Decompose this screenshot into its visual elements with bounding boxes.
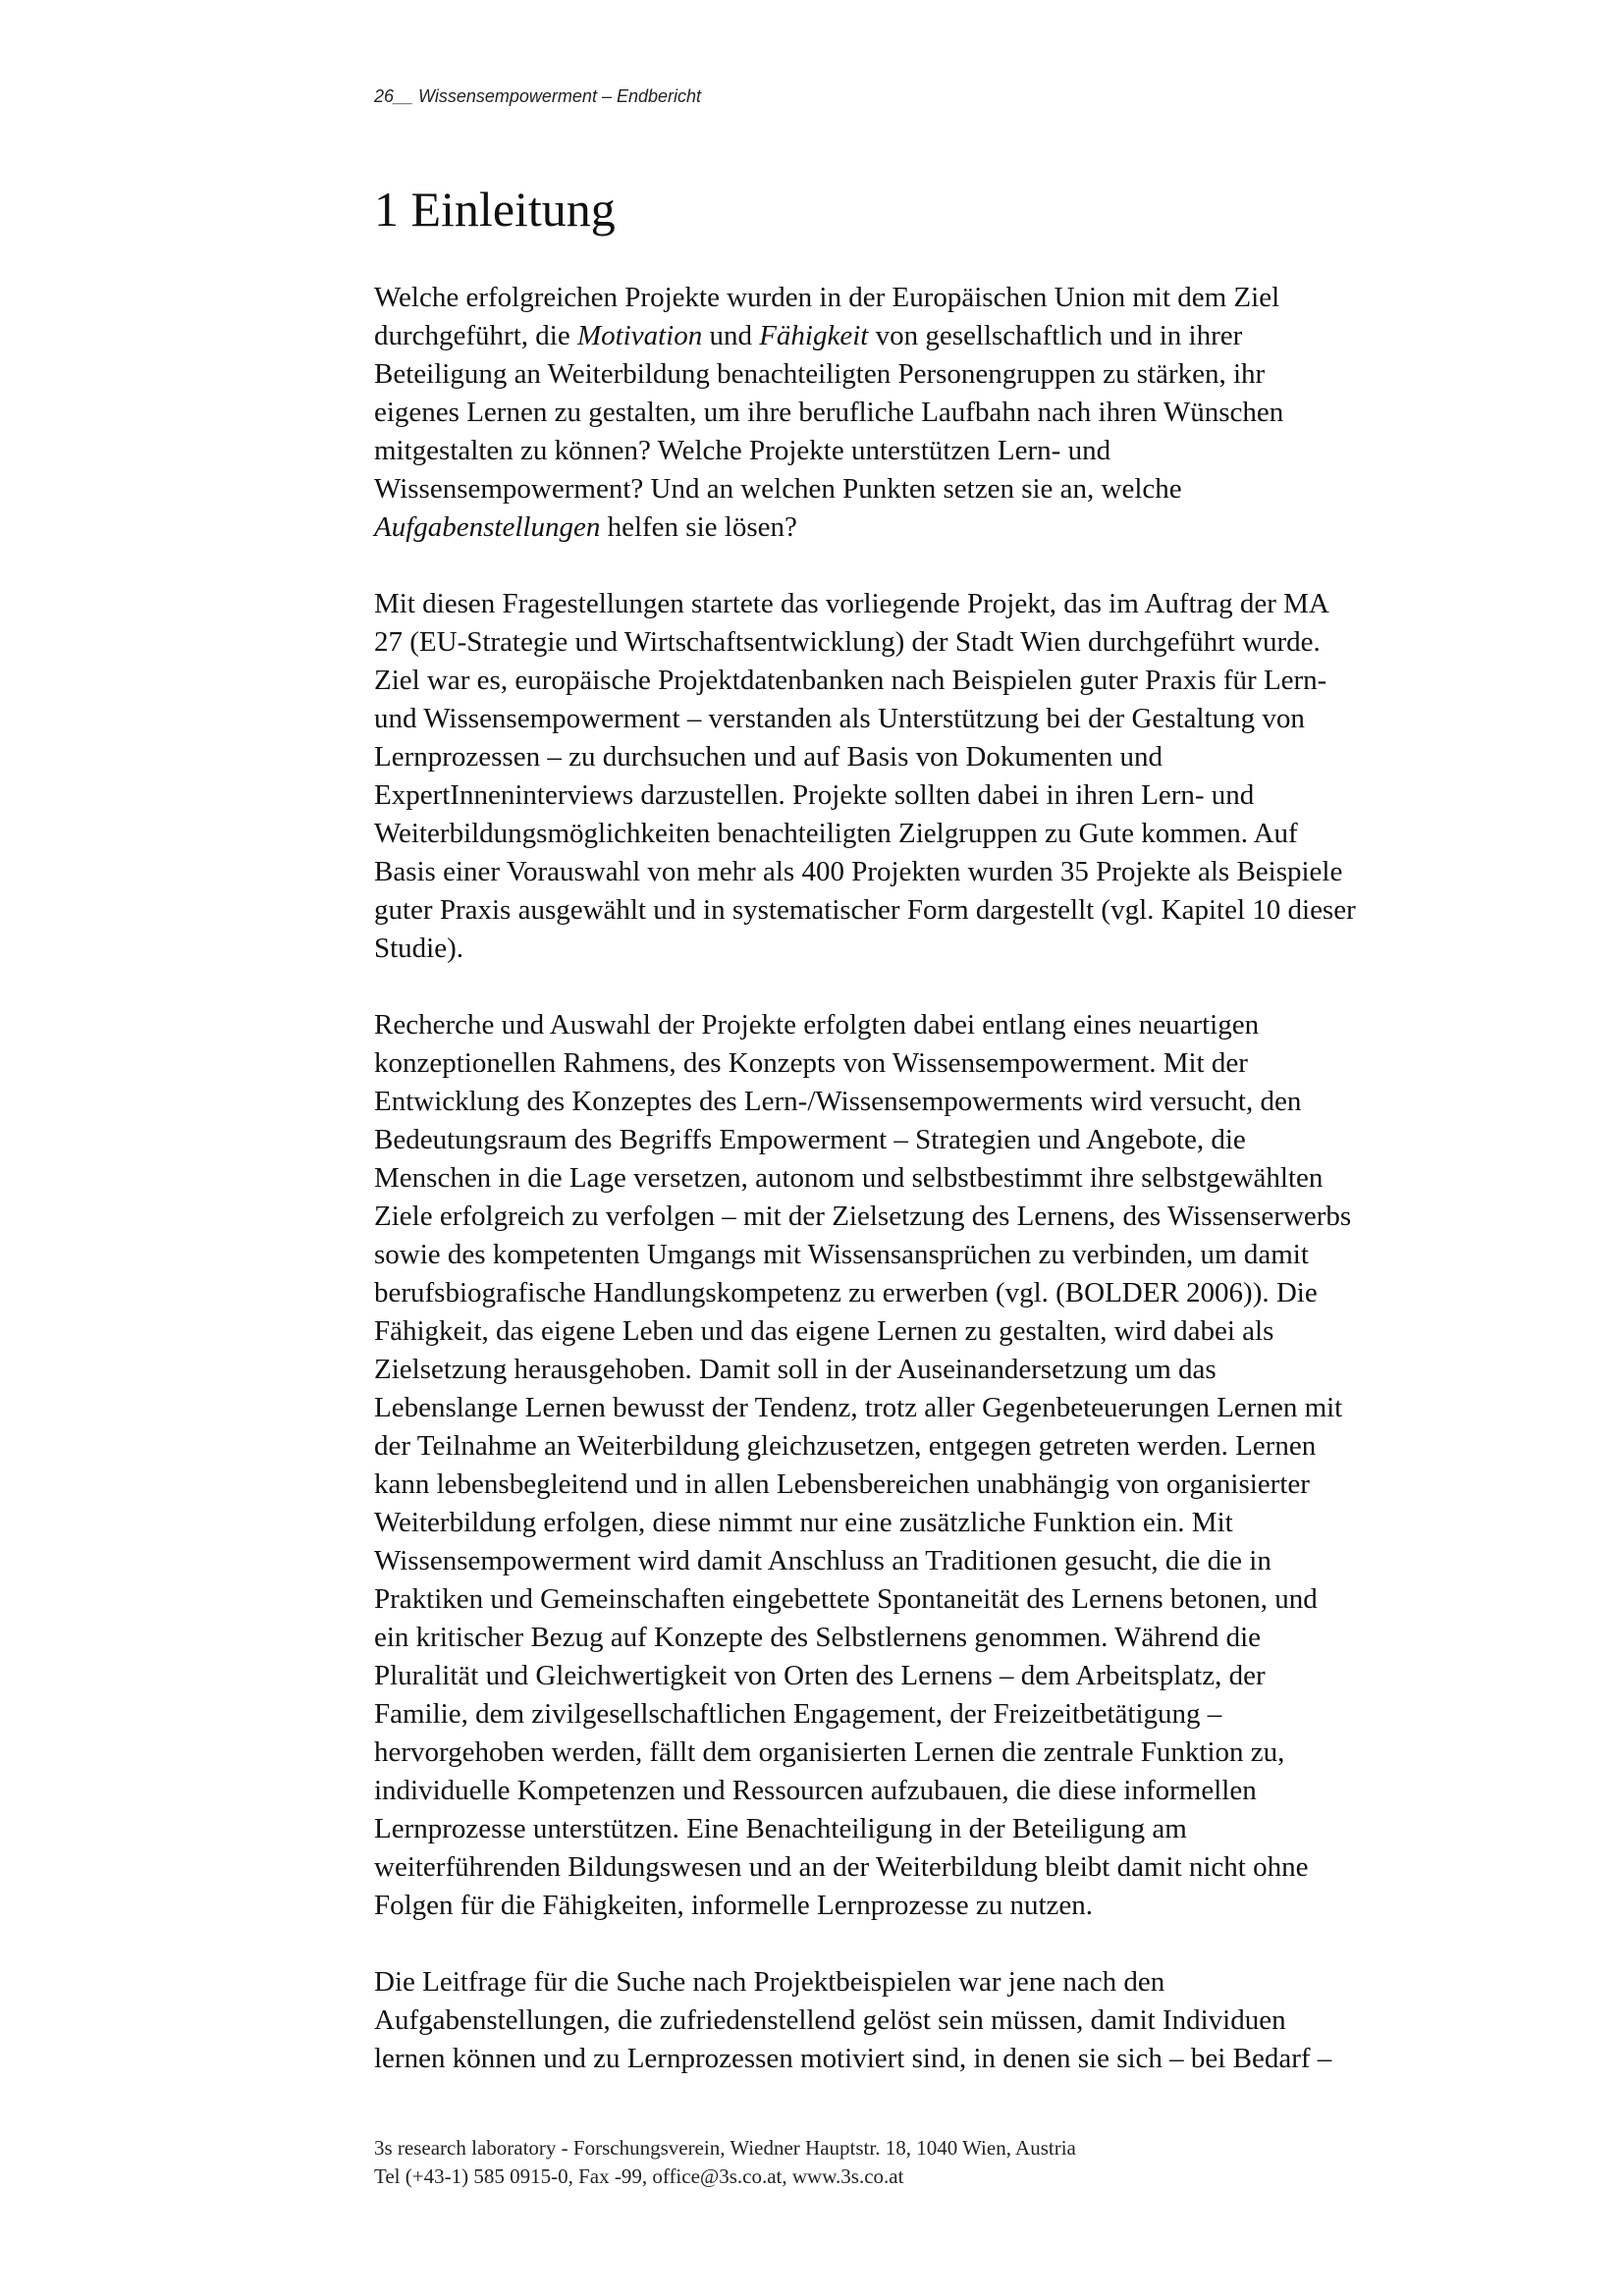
page-title: 1 Einleitung xyxy=(374,182,616,237)
text-line: individuelle Kompetenzen und Ressourcen aufzubauen, die diese informellen xyxy=(374,1775,1257,1806)
paragraph xyxy=(374,279,1493,547)
emphasis-text: Fähigkeit xyxy=(759,320,869,351)
text-line: Menschen in die Lage versetzen, autonom und selbstbestimmt ihre selbstgewählten xyxy=(374,1162,1324,1194)
paragraph xyxy=(374,1006,1493,1925)
text-segment: und xyxy=(702,320,760,351)
text-line: Entwicklung des Konzeptes des Lern-/Wissensempowerments wird versucht, den xyxy=(374,1086,1302,1117)
text-line: Mit diesen Fragestellungen startete das vorliegende Projekt, das im Auftrag der MA xyxy=(374,588,1329,619)
text-line: Familie, dem zivilgesellschaftlichen Engagement, der Freizeitbetätigung – xyxy=(374,1698,1222,1730)
text-line: Zielsetzung herausgehoben. Damit soll in der Auseinandersetzung um das xyxy=(374,1354,1217,1385)
text-line: Aufgabenstellungen, die zufriedenstellend gelöst sein müssen, damit Individuen xyxy=(374,2004,1286,2036)
text-line: und Wissensempowerment – verstanden als Unterstützung bei der Gestaltung von xyxy=(374,703,1305,734)
text-line: Bedeutungsraum des Begriffs Empowerment – Strategien und Angebote, die xyxy=(374,1124,1246,1155)
text-line: Die Leitfrage für die Suche nach Projektbeispielen war jene nach den xyxy=(374,1966,1165,1998)
paragraph xyxy=(374,1963,1493,2078)
footer-contact: Tel (+43-1) 585 0915-0, Fax -99, office@3s.co.at, www.3s.co.at xyxy=(374,2164,904,2188)
text-segment: durchgeführt, die xyxy=(374,320,577,351)
text-line: 27 (EU-Strategie und Wirtschaftsentwicklung) der Stadt Wien durchgeführt wurde. xyxy=(374,626,1321,658)
text-line: Recherche und Auswahl der Projekte erfolgten dabei entlang eines neuartigen xyxy=(374,1009,1260,1041)
text-line: der Teilnahme an Weiterbildung gleichzusetzen, entgegen getreten werden. Lernen xyxy=(374,1430,1317,1462)
running-header: 26__ Wissensempowerment – Endbericht xyxy=(374,86,702,106)
text-line: Welche erfolgreichen Projekte wurden in der Europäischen Union mit dem Ziel xyxy=(374,282,1280,313)
text-line: guter Praxis ausgewählt und in systematischer Form dargestellt (vgl. Kapitel 10 dieser xyxy=(374,894,1356,926)
paragraph xyxy=(374,585,1493,968)
body-text xyxy=(374,279,1493,2116)
text-line: Folgen für die Fähigkeiten, informelle Lernprozesse zu nutzen. xyxy=(374,1890,1094,1921)
text-line: weiterführenden Bildungswesen und an der Weiterbildung bleibt damit nicht ohne xyxy=(374,1851,1309,1883)
text-line: Weiterbildung erfolgen, diese nimmt nur eine zusätzliche Funktion ein. Mit xyxy=(374,1507,1233,1538)
text-line: Basis einer Vorauswahl von mehr als 400 Projekten wurden 35 Projekte als Beispiele xyxy=(374,856,1343,887)
text-line: konzeptionellen Rahmens, des Konzepts von Wissensempowerment. Mit der xyxy=(374,1047,1248,1079)
text-line: ein kritischer Bezug auf Konzepte des Selbstlernens genommen. Während die xyxy=(374,1622,1262,1653)
text-line: Fähigkeit, das eigene Leben und das eigene Lernen zu gestalten, wird dabei als xyxy=(374,1315,1274,1347)
text-line: ExpertInneninterviews darzustellen. Projekte sollten dabei in ihren Lern- und xyxy=(374,779,1255,811)
text-line: eigenes Lernen zu gestalten, um ihre berufliche Laufbahn nach ihren Wünschen xyxy=(374,397,1284,428)
text-line xyxy=(374,508,1493,547)
footer xyxy=(374,2134,1076,2191)
text-line: Studie). xyxy=(374,933,464,964)
text-line: lernen können und zu Lernprozessen motiviert sind, in denen sie sich – bei Bedarf – xyxy=(374,2043,1332,2074)
text-line: Wissensempowerment? Und an welchen Punkten setzen sie an, welche xyxy=(374,473,1182,505)
text-line: kann lebensbegleitend und in allen Lebensbereichen unabhängig von organisierter xyxy=(374,1468,1310,1500)
emphasis-text: Aufgabenstellungen xyxy=(374,511,601,543)
text-line: sowie des kompetenten Umgangs mit Wissensansprüchen zu verbinden, um damit xyxy=(374,1239,1309,1270)
text-line: berufsbiografische Handlungskompetenz zu erwerben (vgl. (BOLDER 2006)). Die xyxy=(374,1277,1318,1308)
text-line: Ziele erfolgreich zu verfolgen – mit der Zielsetzung des Lernens, des Wissenserwerbs xyxy=(374,1201,1352,1232)
text-line: Ziel war es, europäische Projektdatenbanken nach Beispielen guter Praxis für Lern- xyxy=(374,665,1327,696)
text-line: Lernprozessen – zu durchsuchen und auf Basis von Dokumenten und xyxy=(374,741,1163,773)
text-line: Lebenslange Lernen bewusst der Tendenz, trotz aller Gegenbeteuerungen Lernen mit xyxy=(374,1392,1343,1423)
text-line: mitgestalten zu können? Welche Projekte unterstützen Lern- und xyxy=(374,435,1111,466)
text-segment: von gesellschaftlich und in ihrer xyxy=(868,320,1243,351)
text-line xyxy=(374,317,1493,355)
text-segment: helfen sie lösen? xyxy=(600,511,797,543)
text-line: Lernprozesse unterstützen. Eine Benachteiligung in der Beteiligung am xyxy=(374,1813,1187,1844)
text-line: Pluralität und Gleichwertigkeit von Orten des Lernens – dem Arbeitsplatz, der xyxy=(374,1660,1266,1691)
emphasis-text: Motivation xyxy=(576,320,703,351)
text-line: Wissensempowerment wird damit Anschluss an Traditionen gesucht, die die in xyxy=(374,1545,1271,1576)
text-line: Weiterbildungsmöglichkeiten benachteiligten Zielgruppen zu Gute kommen. Auf xyxy=(374,818,1298,849)
text-line: Praktiken und Gemeinschaften eingebettete Spontaneität des Lernens betonen, und xyxy=(374,1583,1318,1615)
text-line: Beteiligung an Weiterbildung benachteiligten Personengruppen zu stärken, ihr xyxy=(374,358,1266,390)
footer-address: 3s research laboratory - Forschungsverein, Wiedner Hauptstr. 18, 1040 Wien, Austria xyxy=(374,2136,1076,2160)
text-line: hervorgehoben werden, fällt dem organisierten Lernen die zentrale Funktion zu, xyxy=(374,1736,1285,1768)
